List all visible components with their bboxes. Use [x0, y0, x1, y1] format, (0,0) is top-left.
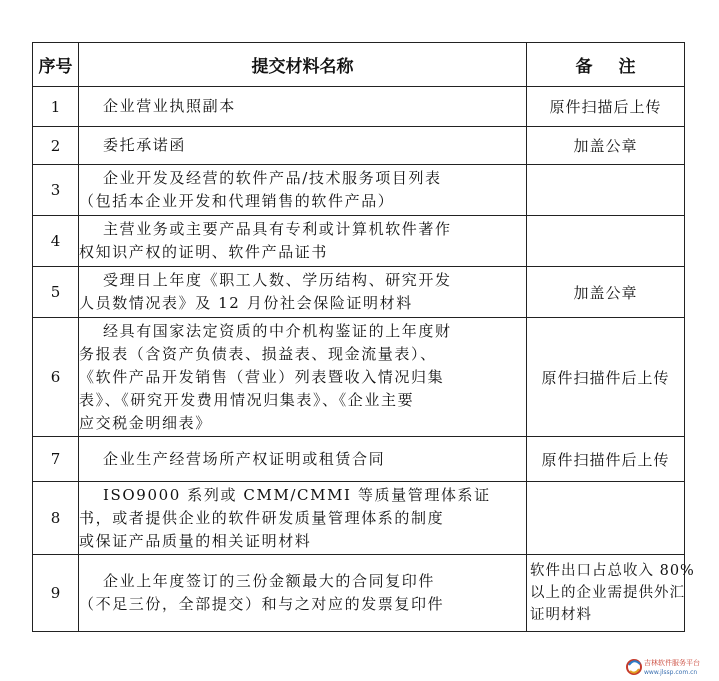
material-name-line: ISO9000 系列或 CMM/CMMI 等质量管理体系证: [103, 485, 491, 504]
material-name: [79, 87, 527, 127]
row-number: 1: [33, 87, 79, 127]
note: [527, 555, 695, 632]
header-note: 备 注: [527, 43, 685, 87]
row-number: 6: [33, 318, 79, 437]
material-name-line: 务报表（含资产负债表、损益表、现金流量表）、: [79, 344, 437, 363]
note-line: 证明材料: [530, 607, 592, 623]
material-name: [79, 127, 527, 165]
watermark-text: 吉林软件服务平台: [644, 659, 700, 667]
header-name: 提交材料名称: [79, 43, 527, 87]
note: 加盖公章: [527, 127, 685, 165]
row-number: 5: [33, 267, 79, 318]
material-name: [79, 216, 527, 267]
row-number: 7: [33, 437, 79, 482]
row-number: 8: [33, 482, 79, 555]
site-logo-icon: [627, 660, 641, 674]
materials-table: [32, 42, 695, 632]
material-name-line: 企业上年度签订的三份金额最大的合同复印件: [103, 572, 436, 590]
note: 原件扫描件后上传: [527, 318, 685, 437]
table-row: [33, 555, 685, 632]
table-row: [33, 127, 685, 165]
row-number: 3: [33, 165, 79, 216]
table-row: [33, 87, 685, 127]
material-name: [79, 267, 527, 318]
note: [527, 216, 685, 267]
note: 原件扫描后上传: [527, 87, 685, 127]
material-name-line: 企业开发及经营的软件产品/技术服务项目列表: [103, 169, 442, 187]
material-name: [79, 555, 527, 632]
table-row: [33, 267, 685, 318]
table-header-row: [33, 43, 685, 87]
material-name: [79, 482, 527, 555]
table-row: [33, 318, 685, 437]
material-name-line: （包括本企业开发和代理销售的软件产品）: [79, 192, 395, 210]
material-name-line: 委托承诺函: [103, 136, 187, 154]
table-row: [33, 165, 685, 216]
material-name-line: （不足三份，全部提交）和与之对应的发票复印件: [79, 595, 445, 613]
note: 加盖公章: [527, 267, 685, 318]
table-row: [33, 216, 685, 267]
material-name-line: 人员数情况表》及 12 月份社会保险证明材料: [79, 294, 413, 312]
material-name-line: 或保证产品质量的相关证明材料: [79, 531, 312, 550]
watermark-url: www.jlssp.com.cn: [644, 669, 698, 676]
material-name-line: 应交税金明细表》: [79, 413, 212, 432]
material-name-line: 书，或者提供企业的软件研发质量管理体系的制度: [79, 508, 445, 527]
header-no: 序号: [33, 43, 79, 87]
table-row: [33, 482, 685, 555]
row-number: 4: [33, 216, 79, 267]
row-number: 2: [33, 127, 79, 165]
material-name: [79, 318, 527, 437]
row-number: 9: [33, 555, 79, 632]
material-name: [79, 437, 527, 482]
table-row: [33, 437, 685, 482]
site-watermark: [625, 655, 715, 679]
material-name-line: 受理日上年度《职工人数、学历结构、研究开发: [103, 271, 452, 289]
note: [527, 165, 685, 216]
note: 原件扫描件后上传: [527, 437, 685, 482]
material-name-line: 经具有国家法定资质的中介机构鉴证的上年度财: [103, 321, 452, 340]
material-name-line: 权知识产权的证明、软件产品证书: [79, 243, 329, 261]
note: [527, 482, 685, 555]
material-name-line: 企业营业执照副本: [103, 97, 236, 115]
material-name-line: 表》、《研究开发费用情况归集表》、《企业主要: [79, 390, 415, 409]
material-name-line: 主营业务或主要产品具有专利或计算机软件著作: [103, 220, 452, 238]
note-line: 以上的企业需提供外汇: [530, 585, 685, 601]
material-name: [79, 165, 527, 216]
material-name-line: 《软件产品开发销售（营业）列表暨收入情况归集: [79, 367, 445, 386]
material-name-line: 企业生产经营场所产权证明或租赁合同: [103, 449, 386, 468]
note-line: 软件出口占总收入 80%: [530, 563, 695, 579]
